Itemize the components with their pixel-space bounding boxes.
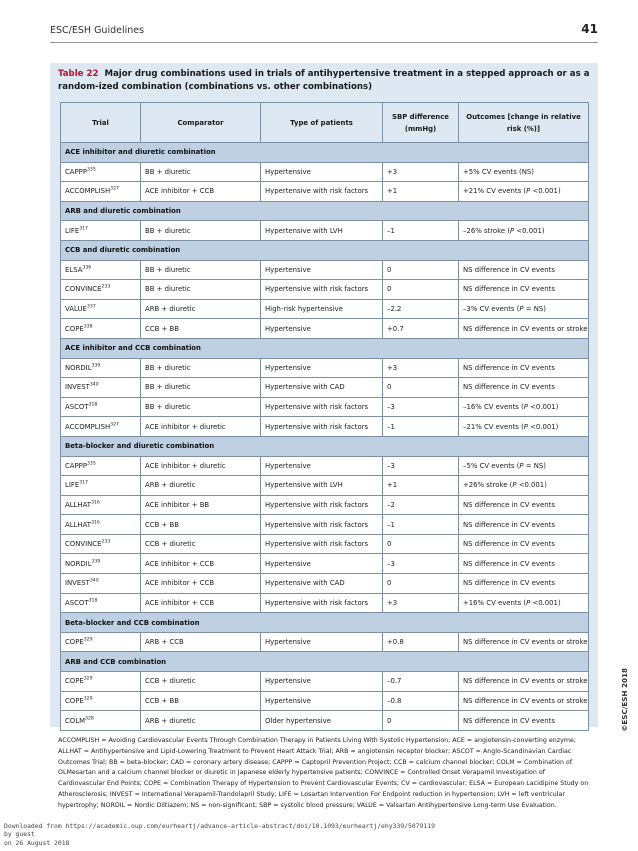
trial-name: ASCOT: [65, 598, 89, 607]
trial-name: ACCOMPLISH: [65, 422, 111, 431]
p-value-label: P: [523, 422, 528, 431]
patients-cell: Hypertensive with risk factors: [261, 417, 383, 437]
trial-cell: [61, 711, 141, 731]
outcome-cell: [459, 417, 589, 437]
sbp-difference-cell: 0: [383, 534, 459, 554]
section-title: CCB and diuretic combination: [61, 240, 589, 260]
table-footnote: ACCOMPLISH = Avoiding Cardiovascular Events Through Combination Therapy in Patients Living With Systolic Hypertension; ACE = angiotensin-converting enzyme; ALLHAT = Antihypertensive and Lipid-Lowering Treatment to Prevent Heart Attack Trial; ARB = angiotensin receptor blocker; ASCOT = Anglo-Scandinavian Cardiac Outcomes Trial; BB = beta-blocker; CAD = coronary artery disease; CAPPP = Captopril Prevention Project; CCB = calcium channel blocker; COLM = Combination of OLMesartan and a calcium channel blocker or diuretic in Japanese elderly hypertensive patients; CONVINCE = Controlled Onset Verapamil Investigation of Cardiovascular End Points; COPE = Combination Therapy of Hypertension to Prevent Cardiovascular Events; CV = cardiovascular; ELSA = European Lacidipine Study on Atherosclerosis; INVEST = International Verapamil-Trandolapril Study; LIFE = Losartan Intervention For Endpoint reduction in hypertension; LVH = left ventricular hypertrophy; NORDIL = Nordic Diltiazem; NS = non-significant; SBP = systolic blood pressure; VALUE = Valsartan Antihypertensive Long-term Use Evaluation.: [58, 737, 589, 809]
outcome-text: –16% CV events (: [463, 403, 524, 412]
patients-cell: Hypertensive: [261, 554, 383, 574]
patients-cell: Hypertensive: [261, 319, 383, 339]
outcome-text: +5% CV events (NS): [463, 167, 534, 176]
column-header: Outcomes [change in relative risk (%)]: [459, 103, 589, 143]
trial-name: CONVINCE: [65, 540, 102, 549]
comparator-cell: ARB + diuretic: [141, 711, 261, 731]
table-body: [61, 143, 589, 731]
outcome-text: NS difference in CV events or stroke: [463, 677, 588, 686]
comparator-cell: CCB + diuretic: [141, 672, 261, 692]
p-value-label: P: [512, 481, 517, 490]
trial-cell: [61, 534, 141, 554]
outcome-cell: [459, 456, 589, 476]
comparator-cell: ARB + CCB: [141, 632, 261, 652]
sbp-difference-cell: +3: [383, 593, 459, 613]
outcome-cell: [459, 358, 589, 378]
sbp-difference-cell: 0: [383, 711, 459, 731]
comparator-cell: ACE inhibitor + CCB: [141, 554, 261, 574]
trial-cell: [61, 378, 141, 398]
section-row: [61, 652, 589, 672]
trial-cell: [61, 554, 141, 574]
table-row: [61, 221, 589, 241]
comparator-cell: ACE inhibitor + CCB: [141, 574, 261, 594]
patients-cell: Hypertensive with risk factors: [261, 593, 383, 613]
patients-cell: Hypertensive with risk factors: [261, 182, 383, 202]
trial-name: INVEST: [65, 383, 90, 392]
outcome-text: NS difference in CV events: [463, 285, 555, 294]
trial-name: COPE: [65, 677, 84, 686]
trial-cell: [61, 417, 141, 437]
table-container: [50, 63, 598, 727]
outcome-text: –26% stroke (: [463, 226, 511, 235]
comparator-cell: BB + diuretic: [141, 397, 261, 417]
outcome-text: NS difference in CV events: [463, 363, 555, 372]
table-row: [61, 691, 589, 711]
outcome-cell: [459, 554, 589, 574]
trial-cell: [61, 280, 141, 300]
outcome-text: NS difference in CV events or stroke: [463, 324, 588, 333]
patients-cell: Hypertensive with risk factors: [261, 534, 383, 554]
trial-cell: [61, 182, 141, 202]
patients-cell: Hypertensive: [261, 162, 383, 182]
trial-name: COPE: [65, 638, 84, 647]
p-value-label: P: [526, 598, 531, 607]
trial-cell: [61, 397, 141, 417]
outcome-cell: [459, 280, 589, 300]
table-row: [61, 182, 589, 202]
outcome-cell: [459, 632, 589, 652]
sbp-difference-cell: –0.7: [383, 672, 459, 692]
section-title: ARB and CCB combination: [61, 652, 589, 672]
outcome-cell: [459, 319, 589, 339]
sbp-difference-cell: –1: [383, 221, 459, 241]
table-row: [61, 632, 589, 652]
table-row: [61, 162, 589, 182]
comparator-cell: BB + diuretic: [141, 260, 261, 280]
section-title: Beta-blocker and diuretic combination: [61, 436, 589, 456]
section-title: Beta-blocker and CCB combination: [61, 613, 589, 633]
outcome-text: NS difference in CV events: [463, 265, 555, 274]
patients-cell: Hypertensive with LVH: [261, 476, 383, 496]
patients-cell: Hypertensive: [261, 456, 383, 476]
patients-cell: Hypertensive with CAD: [261, 574, 383, 594]
outcome-text: –21% CV events (: [463, 422, 524, 431]
comparator-cell: ACE inhibitor + diuretic: [141, 417, 261, 437]
outcome-text-tail: = NS): [523, 461, 546, 470]
trial-name: NORDIL: [65, 363, 92, 372]
outcome-text: NS difference in CV events: [463, 559, 555, 568]
sbp-difference-cell: –1: [383, 417, 459, 437]
trial-reference: 233: [101, 539, 111, 545]
patients-cell: Hypertensive with risk factors: [261, 495, 383, 515]
comparator-cell: ACE inhibitor + BB: [141, 495, 261, 515]
section-title: ACE inhibitor and diuretic combination: [61, 143, 589, 163]
sbp-difference-cell: +1: [383, 476, 459, 496]
section-row: [61, 436, 589, 456]
outcome-cell: [459, 182, 589, 202]
sbp-difference-cell: +1: [383, 182, 459, 202]
trial-name: COPE: [65, 324, 84, 333]
table-row: [61, 554, 589, 574]
patients-cell: Older hypertensive: [261, 711, 383, 731]
table-row: [61, 593, 589, 613]
outcome-cell: [459, 691, 589, 711]
outcome-text: NS difference in CV events: [463, 500, 555, 509]
trial-reference: 327: [110, 422, 119, 428]
trial-name: ACCOMPLISH: [65, 187, 111, 196]
trial-name: ALLHAT: [65, 500, 91, 509]
p-value-label: P: [519, 461, 524, 470]
trial-name: INVEST: [65, 579, 90, 588]
table-row: [61, 574, 589, 594]
outcome-text: NS difference in CV events or stroke: [463, 696, 588, 705]
trial-reference: 339: [91, 559, 101, 565]
table-row: [61, 476, 589, 496]
trial-cell: [61, 495, 141, 515]
trial-name: LIFE: [65, 226, 80, 235]
outcome-cell: [459, 711, 589, 731]
sbp-difference-cell: –1: [383, 515, 459, 535]
header-rule: [50, 42, 598, 43]
trial-cell: [61, 593, 141, 613]
trial-name: NORDIL: [65, 559, 92, 568]
sbp-difference-cell: 0: [383, 260, 459, 280]
trial-reference: 233: [101, 285, 111, 291]
sbp-difference-cell: +3: [383, 162, 459, 182]
sbp-difference-cell: –3: [383, 397, 459, 417]
trial-reference: 338: [83, 324, 93, 330]
sbp-difference-cell: 0: [383, 574, 459, 594]
sbp-difference-cell: –2.2: [383, 299, 459, 319]
outcome-cell: [459, 574, 589, 594]
trial-reference: 340: [89, 579, 99, 585]
p-value-label: P: [519, 305, 524, 314]
column-header: Type of patients: [261, 103, 383, 143]
trial-name: ALLHAT: [65, 520, 91, 529]
section-row: [61, 613, 589, 633]
trial-cell: [61, 319, 141, 339]
outcome-text: NS difference in CV events: [463, 540, 555, 549]
table-row: [61, 495, 589, 515]
trial-cell: [61, 221, 141, 241]
trial-reference: 339: [91, 363, 101, 369]
outcome-text: NS difference in CV events or stroke: [463, 638, 588, 647]
outcome-cell: [459, 534, 589, 554]
outcome-cell: [459, 378, 589, 398]
comparator-cell: CCB + BB: [141, 691, 261, 711]
outcome-text: –3% CV events (: [463, 305, 520, 314]
patients-cell: Hypertensive: [261, 632, 383, 652]
comparator-cell: BB + diuretic: [141, 280, 261, 300]
table-row: [61, 534, 589, 554]
section-row: [61, 338, 589, 358]
trial-reference: 318: [88, 598, 98, 604]
table-row: [61, 299, 589, 319]
trial-reference: 316: [90, 520, 100, 526]
trial-name: ASCOT: [65, 403, 89, 412]
trial-reference: 316: [90, 500, 100, 506]
trial-cell: [61, 162, 141, 182]
trial-name: CAPPP: [65, 461, 87, 470]
patients-cell: Hypertensive with risk factors: [261, 515, 383, 535]
sbp-difference-cell: –3: [383, 554, 459, 574]
table-row: [61, 280, 589, 300]
section-title: ARB and diuretic combination: [61, 201, 589, 221]
outcome-text-tail: <0.001): [527, 422, 559, 431]
trial-cell: [61, 632, 141, 652]
outcome-text: NS difference in CV events: [463, 716, 555, 725]
trial-name: CONVINCE: [65, 285, 102, 294]
patients-cell: High-risk hypertensive: [261, 299, 383, 319]
table-row: [61, 672, 589, 692]
table-row: [61, 711, 589, 731]
sbp-difference-cell: +0.8: [383, 632, 459, 652]
comparator-cell: BB + diuretic: [141, 162, 261, 182]
p-value-label: P: [526, 187, 531, 196]
trial-reference: 329: [83, 696, 93, 702]
trial-reference: 337: [86, 304, 96, 310]
trial-reference: 335: [87, 461, 96, 467]
outcome-text: NS difference in CV events: [463, 383, 555, 392]
comparator-cell: ACE inhibitor + CCB: [141, 182, 261, 202]
outcome-text-tail: <0.001): [516, 481, 547, 490]
trial-reference: 327: [110, 187, 119, 193]
column-header: Comparator: [141, 103, 261, 143]
table-row: [61, 417, 589, 437]
trial-cell: [61, 456, 141, 476]
p-value-label: P: [510, 226, 515, 235]
table-row: [61, 319, 589, 339]
table-caption: [58, 68, 592, 93]
trial-name: COPE: [65, 696, 84, 705]
download-note: Downloaded from https://academic.oup.com/eurheartj/advance-article-abstract/doi/10.1093/eurheartj/ehy339/5079119 by guest on 26 August 2018: [4, 822, 435, 847]
trial-cell: [61, 476, 141, 496]
trial-reference: 317: [79, 481, 88, 487]
section-row: [61, 240, 589, 260]
comparator-cell: ACE inhibitor + diuretic: [141, 456, 261, 476]
trial-name: VALUE: [65, 305, 87, 314]
outcome-cell: [459, 260, 589, 280]
table-header-row: [61, 103, 589, 143]
outcome-text-tail: <0.001): [527, 403, 559, 412]
page-number: 41: [581, 22, 598, 36]
trial-reference: 329: [83, 637, 93, 643]
comparator-cell: CCB + diuretic: [141, 534, 261, 554]
outcome-text: +16% CV events (: [463, 598, 527, 607]
patients-cell: Hypertensive with risk factors: [261, 280, 383, 300]
comparator-cell: CCB + BB: [141, 515, 261, 535]
sbp-difference-cell: –0.8: [383, 691, 459, 711]
table-row: [61, 358, 589, 378]
trial-cell: [61, 260, 141, 280]
trial-reference: 318: [88, 402, 98, 408]
table-row: [61, 397, 589, 417]
comparator-cell: CCB + BB: [141, 319, 261, 339]
table-label: Table 22: [58, 69, 99, 79]
trial-reference: 329: [83, 677, 93, 683]
drug-combination-table: [60, 102, 589, 731]
patients-cell: Hypertensive: [261, 358, 383, 378]
trial-reference: 335: [87, 167, 96, 173]
comparator-cell: BB + diuretic: [141, 221, 261, 241]
section-row: [61, 201, 589, 221]
trial-reference: 340: [89, 383, 99, 389]
outcome-text-tail: <0.001): [530, 187, 561, 196]
sbp-difference-cell: –2: [383, 495, 459, 515]
p-value-label: P: [523, 403, 528, 412]
patients-cell: Hypertensive: [261, 260, 383, 280]
patients-cell: Hypertensive: [261, 672, 383, 692]
sbp-difference-cell: +3: [383, 358, 459, 378]
outcome-text-tail: = NS): [523, 305, 546, 314]
copyright-notice: ©ESC/ESH 2018: [620, 668, 629, 732]
trial-name: COLM: [65, 716, 86, 725]
table-row: [61, 456, 589, 476]
outcome-text: NS difference in CV events: [463, 520, 555, 529]
comparator-cell: BB + diuretic: [141, 358, 261, 378]
patients-cell: Hypertensive with LVH: [261, 221, 383, 241]
sbp-difference-cell: 0: [383, 378, 459, 398]
outcome-text-tail: <0.001): [530, 598, 561, 607]
comparator-cell: BB + diuretic: [141, 378, 261, 398]
trial-cell: [61, 574, 141, 594]
table-row: [61, 260, 589, 280]
outcome-cell: [459, 515, 589, 535]
outcome-cell: [459, 495, 589, 515]
outcome-cell: [459, 397, 589, 417]
section-title: ACE inhibitor and CCB combination: [61, 338, 589, 358]
table-row: [61, 378, 589, 398]
outcome-cell: [459, 672, 589, 692]
outcome-cell: [459, 299, 589, 319]
patients-cell: Hypertensive with CAD: [261, 378, 383, 398]
outcome-text: +26% stroke (: [463, 481, 513, 490]
trial-cell: [61, 299, 141, 319]
patients-cell: Hypertensive: [261, 691, 383, 711]
trial-reference: 328: [85, 716, 94, 722]
trial-cell: [61, 515, 141, 535]
comparator-cell: ACE inhibitor + CCB: [141, 593, 261, 613]
trial-cell: [61, 672, 141, 692]
sbp-difference-cell: –3: [383, 456, 459, 476]
column-header: SBP difference (mmHg): [383, 103, 459, 143]
sbp-difference-cell: 0: [383, 280, 459, 300]
trial-cell: [61, 358, 141, 378]
comparator-cell: ARB + diuretic: [141, 299, 261, 319]
table-row: [61, 515, 589, 535]
trial-name: CAPPP: [65, 167, 87, 176]
running-head: ESC/ESH Guidelines: [50, 25, 145, 36]
outcome-text: –5% CV events (: [463, 461, 520, 470]
section-row: [61, 143, 589, 163]
patients-cell: Hypertensive with risk factors: [261, 397, 383, 417]
outcome-text-tail: <0.001): [514, 226, 545, 235]
trial-reference: 317: [79, 226, 88, 232]
trial-name: ELSA: [65, 265, 83, 274]
outcome-cell: [459, 476, 589, 496]
outcome-cell: [459, 221, 589, 241]
trial-cell: [61, 691, 141, 711]
comparator-cell: ARB + diuretic: [141, 476, 261, 496]
outcome-text: NS difference in CV events: [463, 579, 555, 588]
sbp-difference-cell: +0.7: [383, 319, 459, 339]
outcome-text: +21% CV events (: [463, 187, 527, 196]
outcome-cell: [459, 162, 589, 182]
outcome-cell: [459, 593, 589, 613]
trial-name: LIFE: [65, 481, 80, 490]
table-caption-text: Major drug combinations used in trials of antihypertensive treatment in a stepped approach or as a random-ized combination (combinations vs. other combinations): [58, 69, 590, 92]
trial-reference: 336: [82, 265, 92, 271]
column-header: Trial: [61, 103, 141, 143]
